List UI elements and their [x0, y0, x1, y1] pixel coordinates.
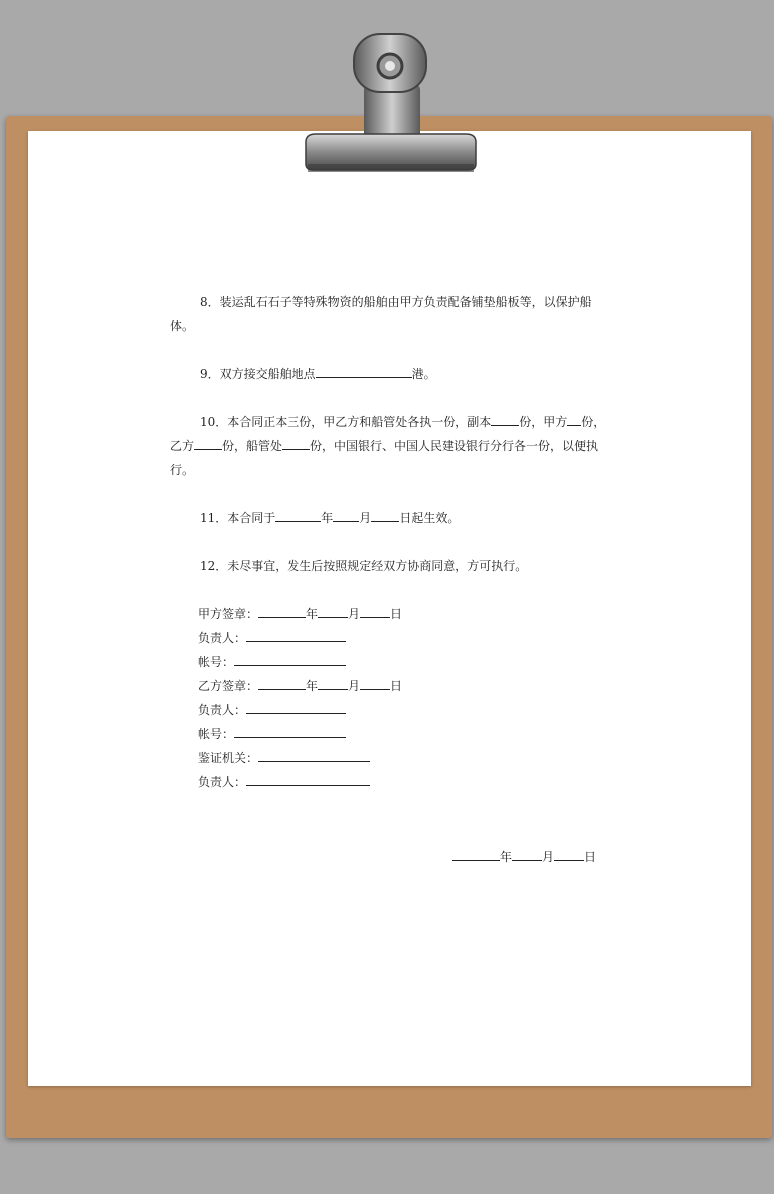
account-b-row [198, 722, 610, 746]
blank-line[interactable] [234, 651, 346, 666]
clause-9 [170, 362, 610, 386]
month-label: 月 [542, 850, 555, 864]
year-label: 年 [306, 679, 319, 693]
blank-line[interactable] [258, 675, 306, 690]
blank-line[interactable] [282, 435, 310, 450]
authority-row [198, 746, 610, 770]
blank-line[interactable] [360, 675, 390, 690]
party-a-seal-row [198, 602, 610, 626]
clause-11 [170, 506, 610, 530]
blank-line[interactable] [333, 507, 359, 522]
clause-12: 12．未尽事宜，发生后按照规定经双方协商同意，方可执行。 [200, 559, 528, 573]
account-label: 帐号： [198, 655, 235, 669]
clause-9-suffix: 港。 [411, 367, 436, 381]
year-label: 年 [321, 511, 334, 525]
responsible-a-row [198, 626, 610, 650]
month-label: 月 [348, 607, 361, 621]
blank-line[interactable] [316, 363, 412, 378]
blank-line[interactable] [452, 846, 500, 861]
month-label: 月 [359, 511, 372, 525]
clause-11-text: 11．本合同于 [200, 511, 276, 525]
day-label: 日 [584, 850, 597, 864]
blank-line[interactable] [246, 627, 346, 642]
clause-10-text: 份，乙方 [170, 415, 606, 453]
party-b-seal-row [198, 674, 610, 698]
responsible-label: 负责人： [198, 703, 247, 717]
blank-line[interactable] [275, 507, 321, 522]
year-label: 年 [500, 850, 513, 864]
clause-10-text: 份，船管处 [222, 439, 283, 453]
blank-line[interactable] [567, 411, 581, 426]
blank-line[interactable] [360, 603, 390, 618]
blank-line[interactable] [318, 675, 348, 690]
blank-line[interactable] [246, 771, 370, 786]
responsible-b-row [198, 698, 610, 722]
account-a-row [198, 650, 610, 674]
responsible-c-row [198, 770, 610, 794]
clause-10-text: 份，甲方 [519, 415, 568, 429]
clause-10-text: 10．本合同正本三份，甲乙方和船管处各执一份，副本 [200, 415, 492, 429]
blank-line[interactable] [318, 603, 348, 618]
blank-line[interactable] [491, 411, 519, 426]
clause-8: 8．装运乱石石子等特殊物资的船舶由甲方负责配备铺垫船板等，以保护船体。 [170, 295, 592, 333]
responsible-label: 负责人： [198, 631, 247, 645]
party-b-seal-label: 乙方签章： [198, 679, 259, 693]
clause-10 [170, 410, 610, 482]
party-a-seal-label: 甲方签章： [198, 607, 259, 621]
contract-body [170, 290, 610, 794]
day-label: 日 [390, 607, 403, 621]
authority-label: 鉴证机关： [198, 751, 259, 765]
blank-line[interactable] [258, 603, 306, 618]
day-label: 日 [390, 679, 403, 693]
blank-line[interactable] [371, 507, 399, 522]
blank-line[interactable] [246, 699, 346, 714]
blank-line[interactable] [194, 435, 222, 450]
binder-clip-icon [296, 24, 486, 184]
blank-line[interactable] [234, 723, 346, 738]
responsible-label: 负责人： [198, 775, 247, 789]
month-label: 月 [348, 679, 361, 693]
year-label: 年 [306, 607, 319, 621]
account-label: 帐号： [198, 727, 235, 741]
clause-9-prefix: 9．双方接交船舶地点 [200, 367, 316, 381]
blank-line[interactable] [554, 846, 584, 861]
blank-line[interactable] [512, 846, 542, 861]
signature-block [198, 602, 610, 794]
blank-line[interactable] [258, 747, 370, 762]
footer-date [452, 846, 596, 865]
clause-10-text: 份，中国银行、中国人民建设银行分行各一份，以便执行。 [170, 439, 599, 477]
clause-11-text: 日起生效。 [399, 511, 460, 525]
